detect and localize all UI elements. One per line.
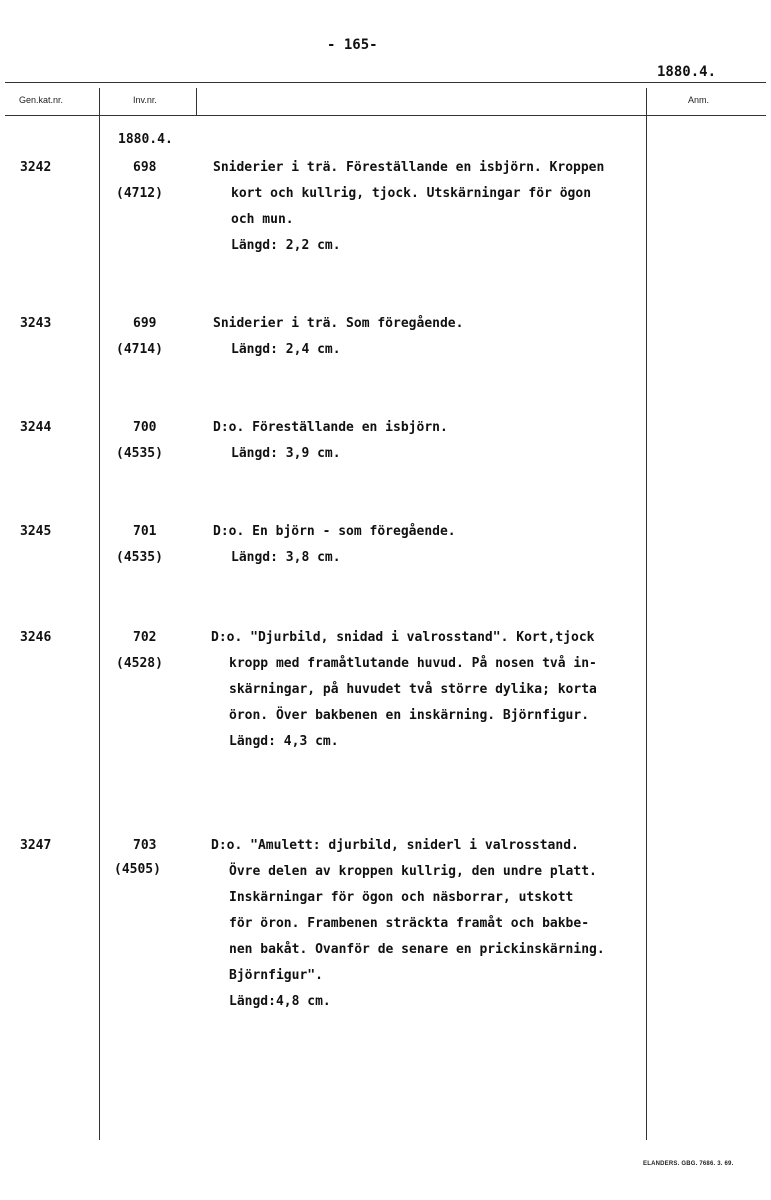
year-label: 1880.4. [118, 132, 173, 147]
description-line: Längd: 3,9 cm. [231, 446, 341, 461]
old-nr: (4505) [114, 862, 161, 877]
gen-kat-nr: 3243 [20, 316, 52, 331]
description-line: Sniderier i trä. Som föregående. [213, 316, 464, 331]
old-nr: (4528) [116, 656, 163, 671]
description-line: Längd:4,8 cm. [229, 994, 331, 1009]
old-nr: (4535) [116, 446, 163, 461]
header-bottom-rule [5, 115, 766, 116]
description-line: D:o. Föreställande en isbjörn. [213, 420, 448, 435]
gen-kat-nr: 3245 [20, 524, 52, 539]
gen-kat-nr: 3246 [20, 630, 52, 645]
description-line: Längd: 3,8 cm. [231, 550, 341, 565]
column-divider-2 [196, 88, 197, 115]
description-line: kropp med framåtlutande huvud. På nosen två in- [229, 656, 597, 671]
description-line: och mun. [231, 212, 294, 227]
column-divider-1 [99, 88, 100, 1140]
description-line: Björnfigur". [229, 968, 323, 983]
gen-kat-nr: 3247 [20, 838, 52, 853]
gen-kat-nr: 3242 [20, 160, 52, 175]
year-header: 1880.4. [657, 64, 717, 80]
old-nr: (4535) [116, 550, 163, 565]
inv-nr: 699 [133, 316, 157, 331]
inv-nr: 698 [133, 160, 157, 175]
header-gen-kat-nr: Gen.kat.nr. [19, 95, 64, 105]
header-anm: Anm. [688, 95, 710, 105]
header-top-rule [5, 82, 766, 83]
header-inv-nr: Inv.nr. [133, 95, 157, 105]
description-line: Längd: 2,2 cm. [231, 238, 341, 253]
gen-kat-nr: 3244 [20, 420, 52, 435]
description-line: Inskärningar för ögon och näsborrar, utskott [229, 890, 574, 905]
old-nr: (4714) [116, 342, 163, 357]
description-line: Sniderier i trä. Föreställande en isbjörn. Kroppen [213, 160, 605, 175]
inv-nr: 702 [133, 630, 157, 645]
description-line: Övre delen av kroppen kullrig, den undre platt. [229, 864, 597, 879]
description-line: Längd: 4,3 cm. [229, 734, 339, 749]
old-nr: (4712) [116, 186, 163, 201]
inv-nr: 703 [133, 838, 157, 853]
inv-nr: 700 [133, 420, 157, 435]
description-line: kort och kullrig, tjock. Utskärningar för ögon [231, 186, 592, 201]
description-line: nen bakåt. Ovanför de senare en prickinskärning. [229, 942, 605, 957]
description-line: skärningar, på huvudet två större dylika; korta [229, 682, 597, 697]
description-line: D:o. En björn - som föregående. [213, 524, 456, 539]
description-line: öron. Över bakbenen en inskärning. Björnfigur. [229, 708, 590, 723]
description-line: D:o. "Amulett: djurbild, sniderl i valrosstand. [211, 838, 579, 853]
description-line: D:o. "Djurbild, snidad i valrosstand". Kort,tjock [211, 630, 595, 645]
printer-mark: ELANDERS. GBG. 7686. 3. 69. [643, 1161, 734, 1167]
description-line: för öron. Frambenen sträckta framåt och bakbe- [229, 916, 590, 931]
page-number: - 165- [327, 37, 378, 53]
inv-nr: 701 [133, 524, 157, 539]
description-line: Längd: 2,4 cm. [231, 342, 341, 357]
column-divider-3 [646, 88, 647, 1140]
